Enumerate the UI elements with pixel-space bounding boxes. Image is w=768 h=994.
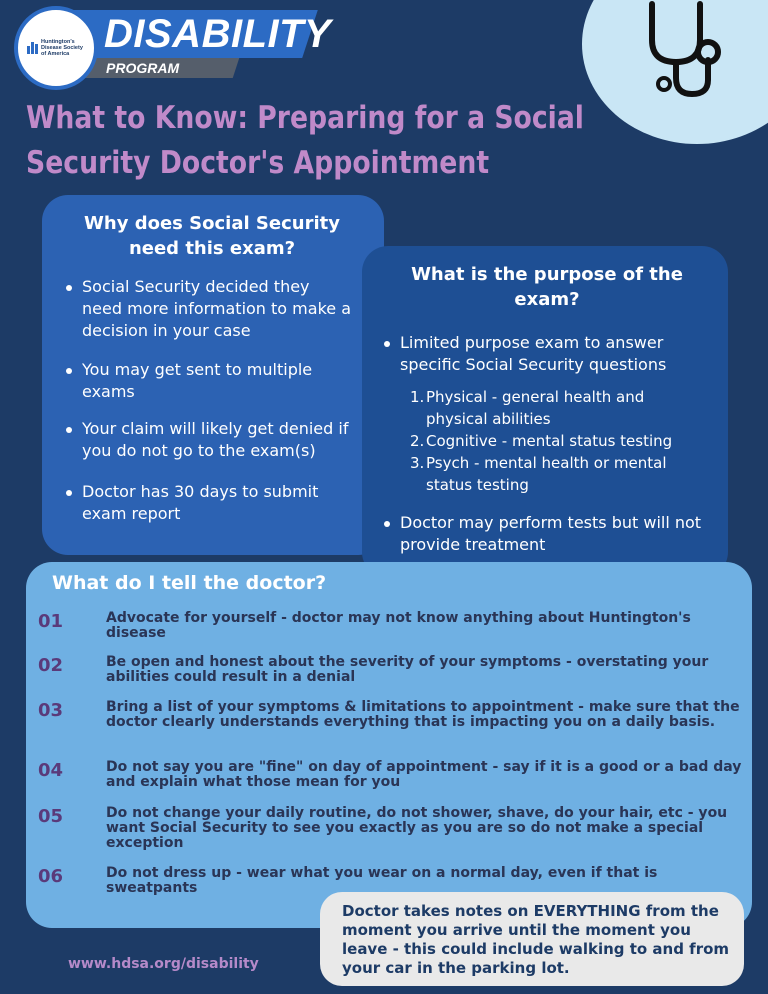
tell-item-text: Do not change your daily routine, do not shower, shave, do your hair, etc - you want Social Security to see you exactly as you are so do not make a special exception <box>106 805 728 851</box>
why-bullet: Social Security decided they need more information to make a decision in your case <box>64 276 354 342</box>
tell-item <box>38 700 748 730</box>
hdsa-logo <box>14 6 98 90</box>
title-line: Security Doctor's Appointment <box>26 145 490 181</box>
why-bullets <box>64 276 354 525</box>
tell-item-number: 05 <box>38 806 64 827</box>
stethoscope-icon <box>632 0 752 100</box>
tell-item <box>38 611 748 641</box>
purpose-bullets-2 <box>382 512 712 556</box>
tell-item-text: Do not dress up - wear what you wear on a normal day, even if that is sweatpants <box>106 865 658 896</box>
why-bullet: Your claim will likely get denied if you do not go to the exam(s) <box>64 418 354 462</box>
tell-item-number: 04 <box>38 760 64 781</box>
purpose-bullets <box>382 332 712 376</box>
tell-item-text: Bring a list of your symptoms & limitations to appointment - make sure that the doctor clearly understands everything that is impacting you on a daily basis. <box>106 699 740 730</box>
tell-item <box>38 655 748 685</box>
tell-item <box>38 806 748 851</box>
tell-item-number: 02 <box>38 655 64 676</box>
banner-subtitle: PROGRAM <box>106 60 180 76</box>
purpose-sublist <box>410 386 710 496</box>
tell-item-text: Do not say you are "fine" on day of appointment - say if it is a good or a bad day and explain what those mean for you <box>106 759 742 790</box>
why-bullet: You may get sent to multiple exams <box>64 359 354 403</box>
why-heading: Why does Social Security need this exam? <box>84 213 340 259</box>
tell-item-number: 01 <box>38 611 64 632</box>
notes-text: Doctor takes notes on EVERYTHING from the moment you arrive until the moment you leave - this could include walking to and from your car in the parking lot. <box>342 902 730 977</box>
tell-heading: What do I tell the doctor? <box>52 572 327 594</box>
tell-item-number: 03 <box>38 700 64 721</box>
footer-website-link[interactable]: www.hdsa.org/disability <box>68 956 259 972</box>
banner-title: DISABILITY <box>104 12 332 56</box>
why-bullet: Doctor has 30 days to submit exam report <box>64 481 354 525</box>
tell-item <box>38 760 748 790</box>
tell-item-number: 06 <box>38 866 64 887</box>
title-line: What to Know: Preparing for a Social <box>26 100 584 136</box>
tell-item-text: Advocate for yourself - doctor may not know anything about Huntington's disease <box>106 610 691 641</box>
logo-text: Huntington's Disease Society of America <box>41 39 83 57</box>
page-title <box>26 96 680 186</box>
purpose-subitem: 2. Cognitive - mental status testing <box>410 432 673 450</box>
tell-item-text: Be open and honest about the severity of your symptoms - overstating your abilities could result in a denial <box>106 654 709 685</box>
purpose-heading: What is the purpose of the exam? <box>411 264 683 310</box>
logo-mark-icon <box>27 42 38 54</box>
purpose-bullet: Doctor may perform tests but will not provide treatment <box>382 512 712 556</box>
purpose-bullet: Limited purpose exam to answer specific Social Security questions <box>382 332 712 376</box>
purpose-subitem: 3. Psych - mental health or mental status testing <box>410 454 667 494</box>
purpose-subitem: 1. Physical - general health and physical abilities <box>410 388 645 428</box>
